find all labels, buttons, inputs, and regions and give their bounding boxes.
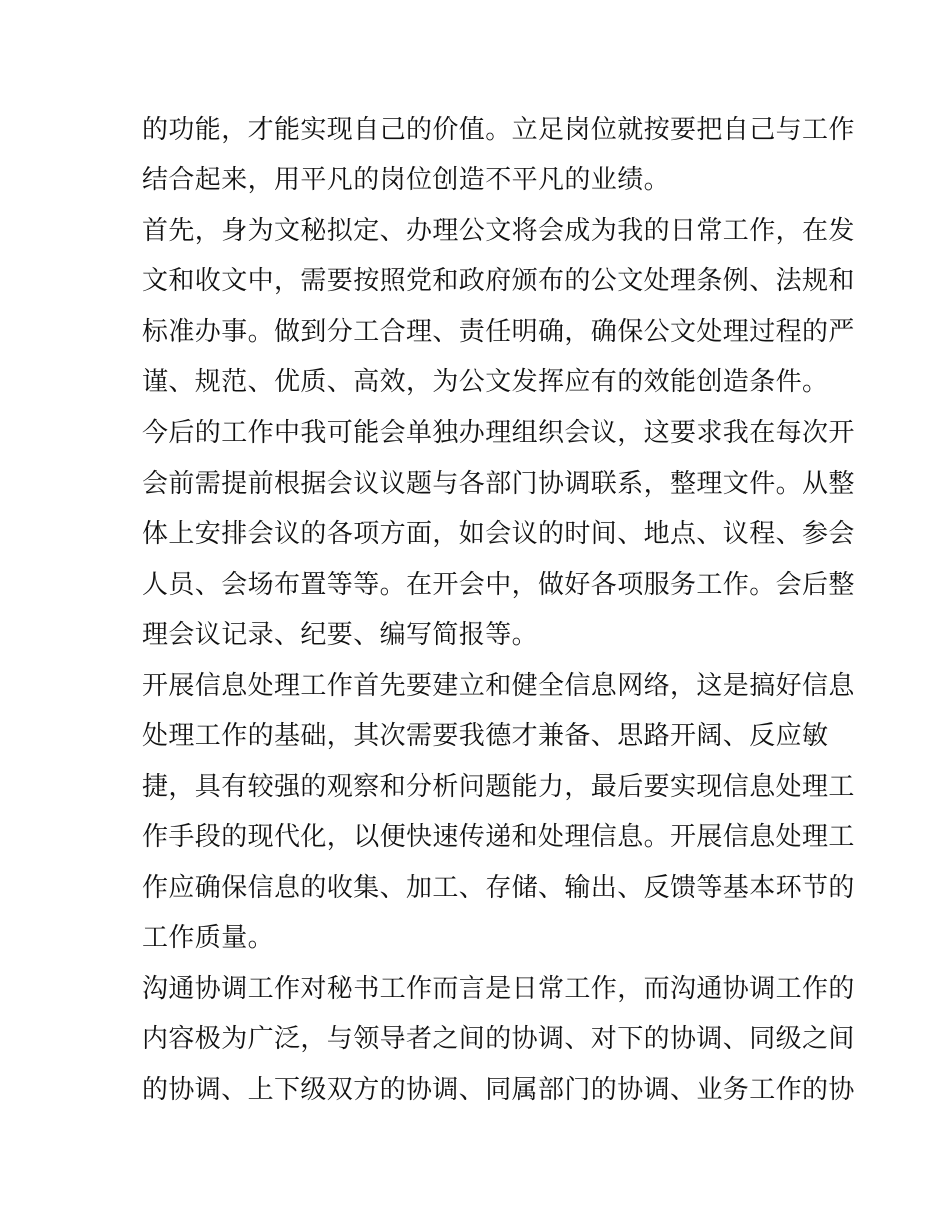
text-line: 人员、会场布置等等。在开会中，做好各项服务工作。会后整 bbox=[142, 570, 855, 600]
text-line: 捷，具有较强的观察和分析问题能力，最后要实现信息处理工 bbox=[142, 772, 855, 802]
text-line: 谨、规范、优质、高效，为公文发挥应有的效能创造条件。 bbox=[142, 367, 829, 397]
text-line: 沟通协调工作对秘书工作而言是日常工作，而沟通协调工作的 bbox=[142, 974, 855, 1004]
text-line: 首先，身为文秘拟定、办理公文将会成为我的日常工作，在发 bbox=[142, 216, 855, 246]
text-line: 会前需提前根据会议议题与各部门协调联系，整理文件。从整 bbox=[142, 469, 855, 499]
text-line: 理会议记录、纪要、编写简报等。 bbox=[142, 620, 539, 650]
text-line: 的协调、上下级双方的协调、同属部门的协调、业务工作的协 bbox=[142, 1075, 855, 1105]
text-line: 体上安排会议的各项方面，如会议的时间、地点、议程、参会 bbox=[142, 519, 855, 549]
text-line: 内容极为广泛，与领导者之间的协调、对下的协调、同级之间 bbox=[142, 1024, 855, 1054]
text-line: 作应确保信息的收集、加工、存储、输出、反馈等基本环节的 bbox=[142, 873, 855, 903]
text-line: 工作质量。 bbox=[142, 923, 275, 953]
text-line: 的功能，才能实现自己的价值。立足岗位就按要把自己与工作 bbox=[142, 115, 855, 145]
text-line: 结合起来，用平凡的岗位创造不平凡的业绩。 bbox=[142, 165, 671, 195]
text-line: 处理工作的基础，其次需要我德才兼备、思路开阔、反应敏 bbox=[142, 721, 829, 751]
text-line: 今后的工作中我可能会单独办理组织会议，这要求我在每次开 bbox=[142, 418, 855, 448]
text-line: 标准办事。做到分工合理、责任明确，确保公文处理过程的严 bbox=[142, 317, 855, 347]
text-line: 开展信息处理工作首先要建立和健全信息网络，这是搞好信息 bbox=[142, 671, 855, 701]
text-line: 文和收文中，需要按照党和政府颁布的公文处理条例、法规和 bbox=[142, 266, 855, 296]
text-line: 作手段的现代化，以便快速传递和处理信息。开展信息处理工 bbox=[142, 822, 855, 852]
